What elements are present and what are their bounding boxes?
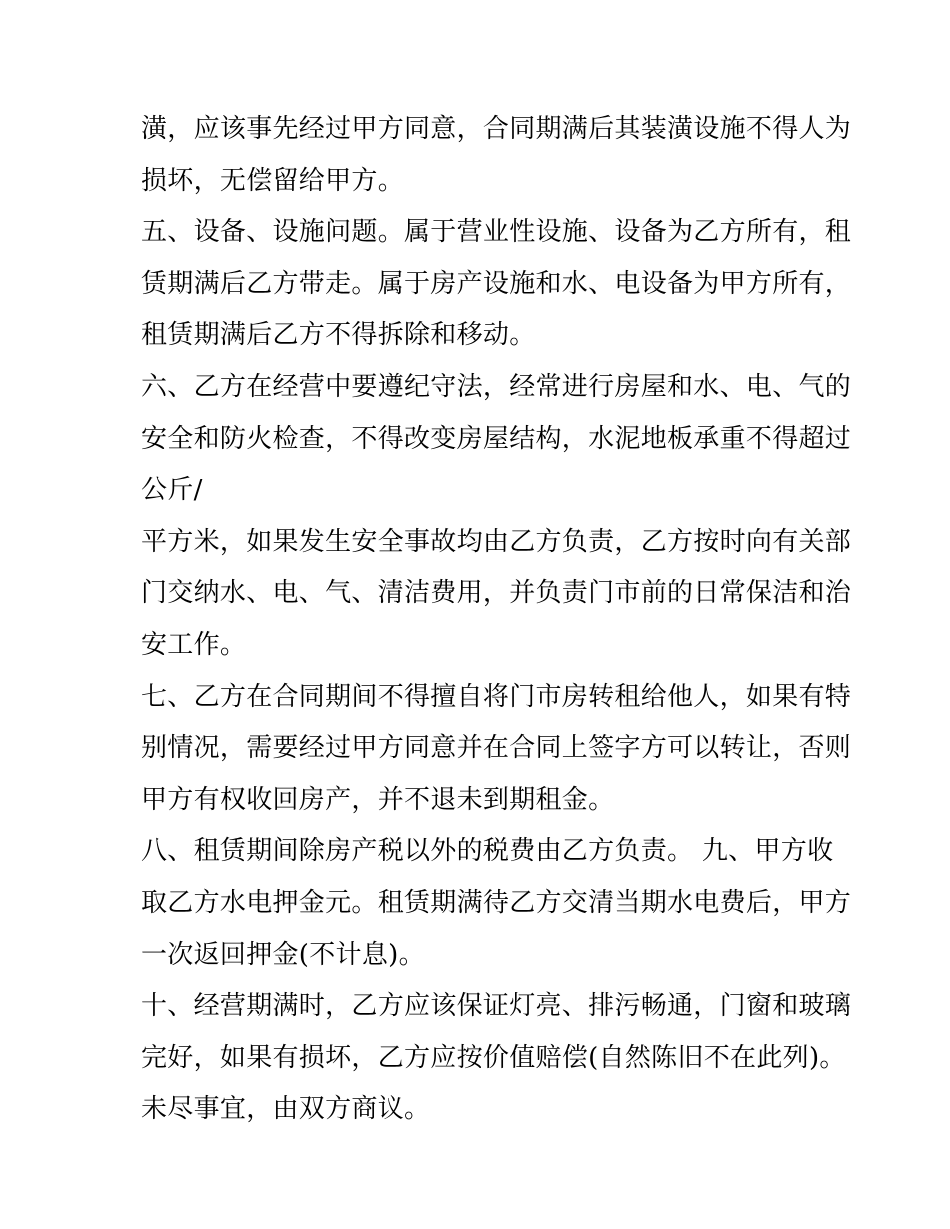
text-line: 门交纳水、电、气、清洁费用，并负责门市前的日常保洁和治 — [141, 578, 852, 609]
text-line: 十、经营期满时，乙方应该保证灯亮、排污畅通，门窗和玻璃 — [141, 991, 852, 1022]
text-line: 甲方有权收回房产，并不退未到期租金。 — [141, 784, 615, 815]
contract-text — [141, 104, 852, 1136]
text-line: 六、乙方在经营中要遵纪守法，经常进行房屋和水、电、气的 — [141, 371, 852, 402]
text-line: 五、设备、设施问题。属于营业性设施、设备为乙方所有，租 — [141, 217, 852, 248]
text-line: 未尽事宜，由双方商议。 — [141, 1094, 431, 1125]
text-line: 取乙方水电押金元。租赁期满待乙方交清当期水电费后，甲方 — [141, 887, 852, 918]
text-line: 损坏，无偿留给甲方。 — [141, 165, 405, 196]
text-line: 潢，应该事先经过甲方同意，合同期满后其装潢设施不得人为 — [141, 114, 852, 144]
text-line: 一次返回押金(不计息)。 — [141, 939, 425, 970]
text-line: 安全和防火检查，不得改变房屋结构，水泥地板承重不得超过 — [141, 423, 852, 454]
text-line: 七、乙方在合同期间不得擅自将门市房转租给他人，如果有特 — [141, 681, 852, 712]
text-line: 八、租赁期间除房产税以外的税费由乙方负责。 九、甲方收 — [141, 836, 834, 867]
text-line: 公斤/ — [141, 475, 203, 506]
text-line: 租赁期满后乙方不得拆除和移动。 — [141, 320, 536, 351]
text-line: 平方米，如果发生安全事故均由乙方负责，乙方按时向有关部 — [141, 526, 852, 557]
text-line: 赁期满后乙方带走。属于房产设施和水、电设备为甲方所有， — [141, 268, 852, 299]
text-line: 安工作。 — [141, 629, 247, 660]
text-line: 完好，如果有损坏，乙方应按价值赔偿(自然陈旧不在此列)。 — [141, 1042, 846, 1073]
text-line: 别情况，需要经过甲方同意并在合同上签字方可以转让，否则 — [141, 733, 852, 764]
